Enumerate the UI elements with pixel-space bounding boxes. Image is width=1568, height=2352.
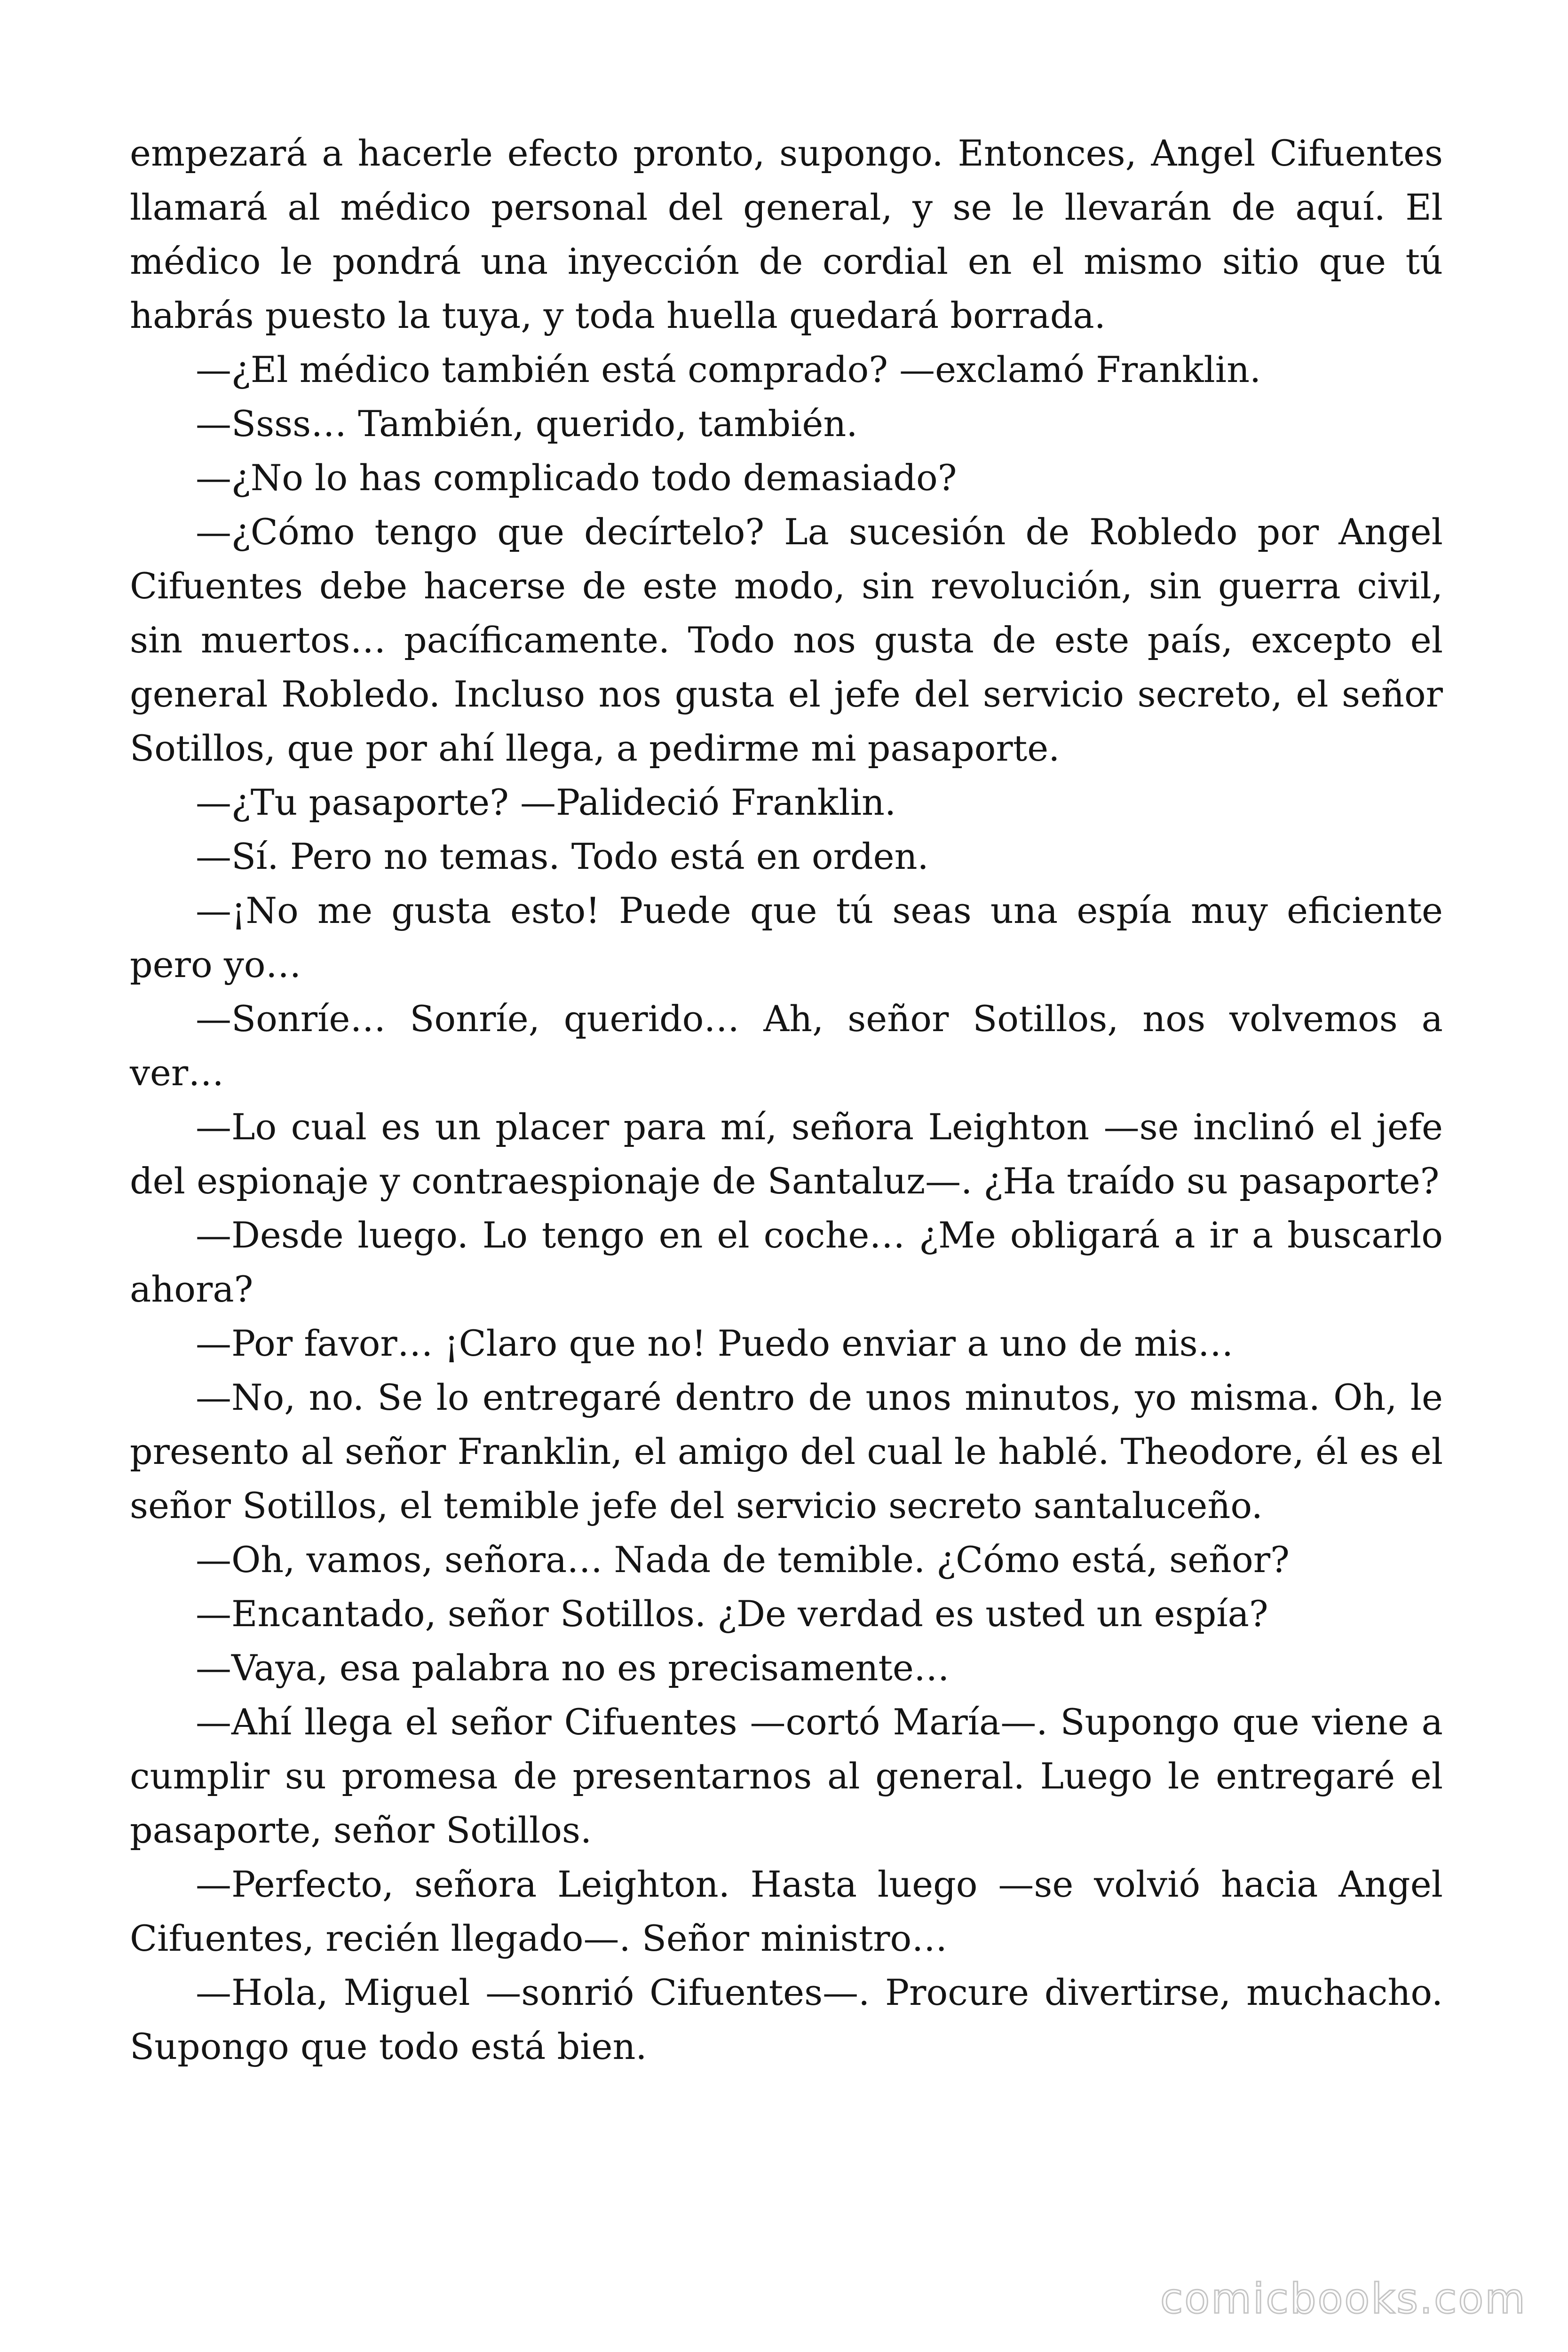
text-paragraph: —Desde luego. Lo tengo en el coche… ¿Me obligará a ir a buscarlo ahora? <box>130 1214 1443 1310</box>
text-paragraph: —Encantado, señor Sotillos. ¿De verdad es usted un espía? <box>196 1593 1268 1635</box>
text-paragraph: —Lo cual es un placer para mí, señora Leighton —se inclinó el jefe del espionaje y contraespionaje de Santaluz—. ¿Ha traído su pasaporte? <box>130 1106 1443 1202</box>
text-paragraph: —Hola, Miguel —sonrió Cifuentes—. Procure divertirse, muchacho. Supongo que todo está bien. <box>130 1971 1443 2067</box>
text-paragraph: empezará a hacerle efecto pronto, supongo. Entonces, Angel Cifuentes llamará al médico personal del general, y se le llevarán de aquí. El médico le pondrá una inyección de cordial en el mismo sitio que tú habrás puesto la tuya, y toda huella quedará borrada. <box>130 132 1443 336</box>
text-paragraph: —¿No lo has complicado todo demasiado? <box>196 457 957 499</box>
text-paragraph: —Ssss… También, querido, también. <box>196 403 858 445</box>
text-paragraph: —¿El médico también está comprado? —exclamó Franklin. <box>196 349 1261 390</box>
text-paragraph: —¿Tu pasaporte? —Palideció Franklin. <box>196 781 896 823</box>
text-paragraph: —Ahí llega el señor Cifuentes —cortó María—. Supongo que viene a cumplir su promesa de presentarnos al general. Luego le entregaré el pasaporte, señor Sotillos. <box>130 1701 1443 1851</box>
text-paragraph: —Vaya, esa palabra no es precisamente… <box>196 1647 950 1689</box>
text-paragraph: —Sí. Pero no temas. Todo está en orden. <box>196 835 929 877</box>
text-paragraph: —¡No me gusta esto! Puede que tú seas una espía muy eficiente pero yo… <box>130 890 1443 985</box>
text-paragraph: —Oh, vamos, señora… Nada de temible. ¿Cómo está, señor? <box>196 1539 1290 1581</box>
text-paragraph: —Sonríe… Sonríe, querido… Ah, señor Sotillos, nos volvemos a ver… <box>130 998 1443 1094</box>
text-paragraph: —Por favor… ¡Claro que no! Puedo enviar a uno de mis… <box>196 1322 1234 1364</box>
text-paragraph: —No, no. Se lo entregaré dentro de unos minutos, yo misma. Oh, le presento al señor Franklin, el amigo del cual le hablé. Theodore, él es el señor Sotillos, el temible jefe del servicio secreto santaluceño. <box>130 1376 1443 1526</box>
page-body <box>130 126 1443 2074</box>
text-paragraph: —Perfecto, señora Leighton. Hasta luego —se volvió hacia Angel Cifuentes, recién llegado—. Señor ministro… <box>130 1863 1443 1959</box>
text-paragraph: —¿Cómo tengo que decírtelo? La sucesión de Robledo por Angel Cifuentes debe hacerse de este modo, sin revolución, sin guerra civil, sin muertos… pacíficamente. Todo nos gusta de este país, excepto el general Robledo. Incluso nos gusta el jefe del servicio secreto, el señor Sotillos, que por ahí llega, a pedirme mi pasaporte. <box>130 511 1443 769</box>
watermark-logo: comicbooks.com <box>1160 2274 1527 2323</box>
